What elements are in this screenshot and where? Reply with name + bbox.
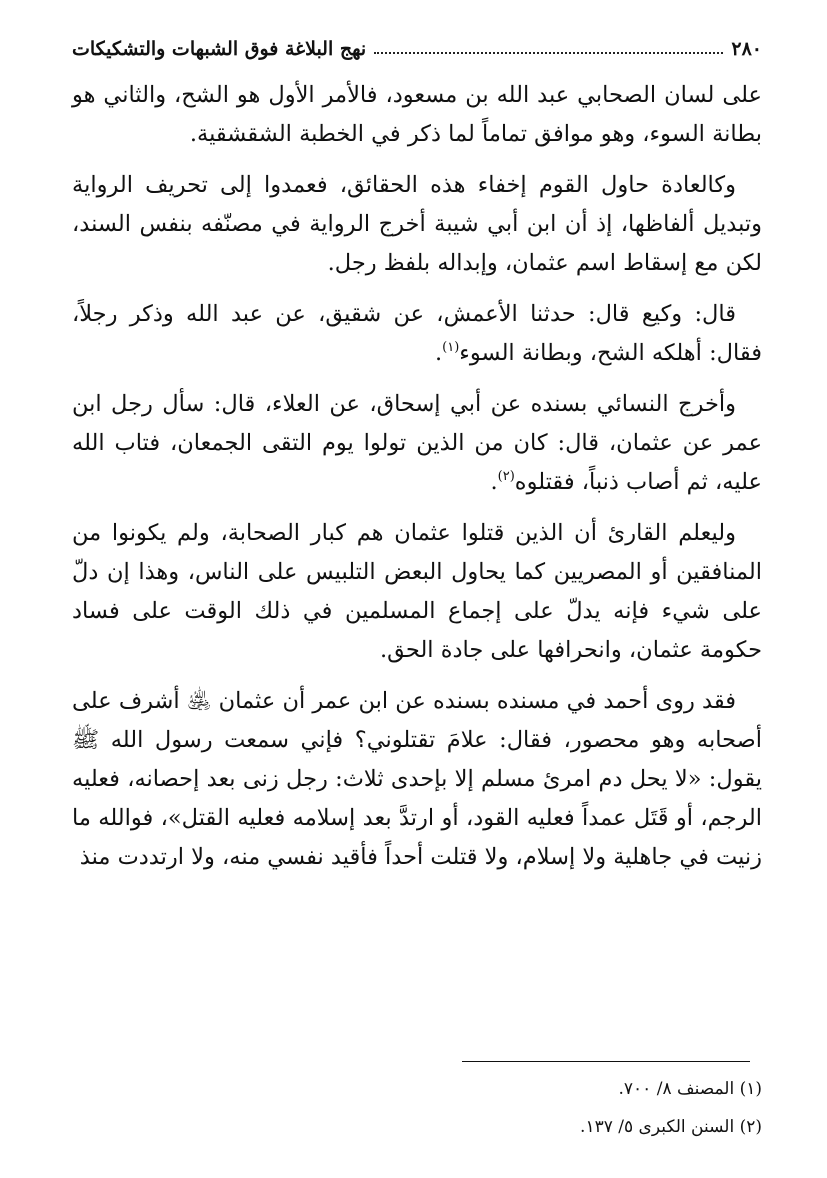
paragraph-5: وليعلم القارئ أن الذين قتلوا عثمان هم كبار الصحابة، ولم يكونوا من المنافقين أو المصريين كما يحاول البعض التلبيس على الناس، وهذا إن دلّ على شيء فإنه يدلّ على إجماع المسلمين في ذلك الوقت على فساد حكومة عثمان، وانحرافها على جادة الحق. <box>72 520 762 663</box>
paragraph-3-text: قال: وكيع قال: حدثنا الأعمش، عن شقيق، عن عبد الله وذكر رجلاً، فقال: أهلكه الشح، وبطانة السوء <box>72 301 762 366</box>
footnote-separator <box>462 1061 750 1062</box>
running-title: نهج البلاغة فوق الشبهات والتشكيكات <box>72 38 367 60</box>
paragraph-3-end: . <box>435 340 443 366</box>
paragraph-1: على لسان الصحابي عبد الله بن مسعود، فالأمر الأول هو الشح، والثاني هو بطانة السوء، وهو موافق تماماً لما ذكر في الخطبة الشقشقية. <box>72 82 762 147</box>
footnote-2: (٢) السنن الكبرى ٥/ ١٣٧. <box>580 1117 762 1137</box>
footnote-ref-1[interactable]: (١) <box>442 340 460 355</box>
paragraph-3 <box>72 295 762 373</box>
footnote-ref-2[interactable]: (٢) <box>497 469 515 484</box>
header-dot-leader <box>374 51 723 54</box>
footnote-1: (١) المصنف ٨/ ٧٠٠. <box>618 1079 762 1099</box>
paragraph-4-text: وأخرج النسائي بسنده عن أبي إسحاق، عن العلاء، قال: سأل رجل ابن عمر عن عثمان، قال: كان من الذين تولوا يوم التقى الجمعان، فتاب الله عليه، ثم أصاب ذنباً، فقتلوه <box>72 391 762 495</box>
body-text <box>72 76 762 889</box>
page-number: ٢٨٠ <box>731 38 762 60</box>
running-header <box>72 30 762 60</box>
paragraph-2: وكالعادة حاول القوم إخفاء هذه الحقائق، فعمدوا إلى تحريف الرواية وتبديل ألفاظها، إذ أن ابن أبي شيبة أخرج الرواية في مصنّفه بنفس السند، لكن مع إسقاط اسم عثمان، وإبداله بلفظ رجل. <box>72 172 762 276</box>
paragraph-4-end: . <box>490 469 498 495</box>
footnotes <box>72 1070 762 1146</box>
paragraph-6: فقد روى أحمد في مسنده بسنده عن ابن عمر أن عثمان ﵁ أشرف على أصحابه وهو محصور، فقال: علامَ تقتلوني؟ فإني سمعت رسول الله ﷺ يقول: «لا يحل دم امرئ مسلم إلا بإحدى ثلاث: رجل زنى بعد إحصانه، فعليه الرجم، أو قَتَل عمداً فعليه القود، أو ارتدَّ بعد إسلامه فعليه القتل»، فوالله ما زنيت في جاهلية ولا إسلام، ولا قتلت أحداً فأقيد نفسي منه، ولا ارتددت منذ <box>72 688 762 870</box>
paragraph-4 <box>72 385 762 502</box>
